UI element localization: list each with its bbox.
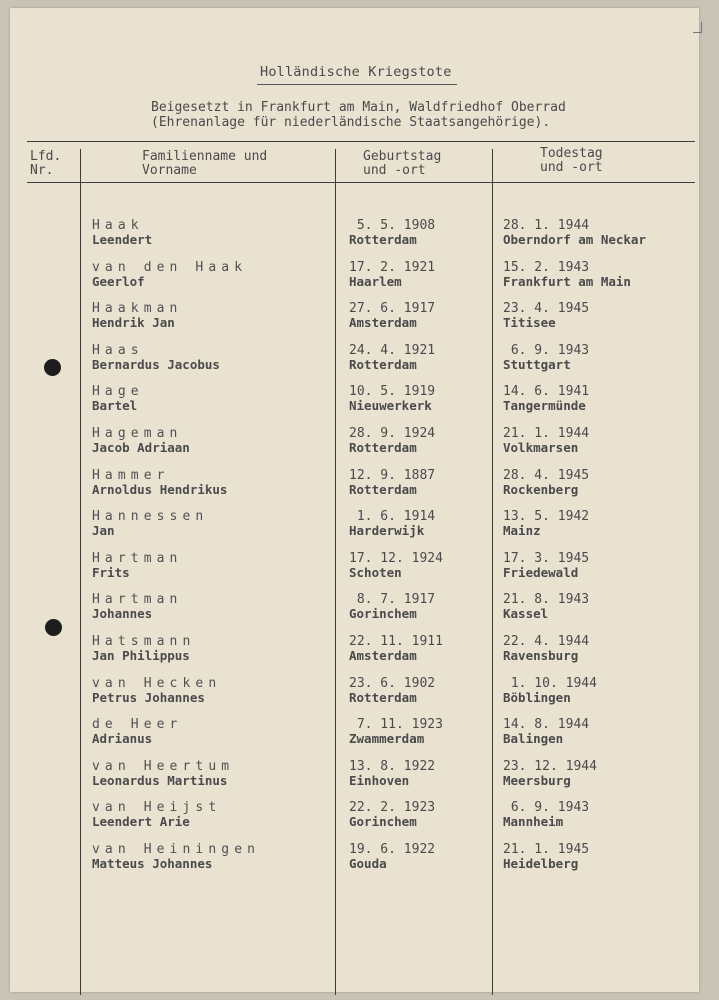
given-name: Hendrik Jan	[92, 315, 175, 331]
birth-date: 19. 6. 1922	[349, 842, 436, 857]
table-row	[10, 842, 699, 884]
surname: van den Haak	[92, 259, 248, 275]
punch-hole-upper	[44, 359, 61, 376]
surname: Hammer	[92, 467, 170, 483]
table-row	[10, 301, 699, 343]
death-date: 6. 9. 1943	[503, 800, 590, 816]
death-date: 28. 4. 1945	[503, 467, 590, 483]
document-page	[10, 8, 699, 992]
surname: Haakman	[92, 301, 183, 317]
birth-place: Rotterdam	[349, 440, 417, 455]
given-name: Frits	[92, 564, 130, 580]
birth-date: 22. 2. 1923	[349, 800, 436, 816]
surname: Haak	[92, 218, 144, 233]
birth-place: Rotterdam	[349, 481, 417, 497]
death-place: Volkmarsen	[503, 440, 579, 455]
subtitle-line-2: (Ehrenanlage für niederländische Staatsangehörige).	[151, 115, 551, 130]
birth-date: 22. 11. 1911	[349, 634, 443, 649]
birth-date: 27. 6. 1917	[349, 301, 436, 317]
death-date: 23. 12. 1944	[503, 758, 597, 774]
death-place: Heidelberg	[503, 856, 579, 871]
table-row	[10, 384, 699, 426]
column-header-name	[142, 150, 267, 178]
birth-date: 24. 4. 1921	[349, 342, 436, 358]
death-place: Friedewald	[503, 564, 579, 580]
birth-place: Harderwijk	[349, 523, 425, 539]
birth-place: Einhoven	[349, 772, 410, 788]
surname: Haas	[92, 342, 144, 358]
surname: van Heiningen	[92, 842, 261, 857]
death-date: 6. 9. 1943	[503, 342, 590, 358]
birth-date: 7. 11. 1923	[349, 717, 443, 733]
surname: Hatsmann	[92, 634, 196, 649]
death-place: Ravensburg	[503, 648, 579, 663]
death-place: Stuttgart	[503, 356, 571, 372]
surname: Hage	[92, 384, 144, 400]
surname: Hannessen	[92, 509, 209, 525]
table-row	[10, 426, 699, 468]
birth-place: Gorinchem	[349, 814, 417, 830]
column-header-birth	[363, 150, 441, 178]
death-place: Titisee	[503, 315, 556, 331]
death-place: Mainz	[503, 523, 541, 539]
birth-date: 12. 9. 1887	[349, 467, 436, 483]
death-place: Balingen	[503, 731, 564, 747]
surname: van Heertum	[92, 758, 235, 774]
given-name: Leendert Arie	[92, 814, 190, 830]
death-place: Frankfurt am Main	[503, 273, 631, 289]
table-row	[10, 468, 699, 510]
death-date: 14. 8. 1944	[503, 717, 590, 733]
column-header-lfd-line2: Nr.	[30, 163, 54, 178]
table-row	[10, 759, 699, 801]
given-name: Jan	[92, 523, 115, 539]
birth-date: 10. 5. 1919	[349, 384, 436, 400]
death-date: 22. 4. 1944	[503, 634, 590, 649]
death-place: Tangermünde	[503, 398, 586, 414]
birth-date: 23. 6. 1902	[349, 675, 436, 691]
birth-place: Zwammerdam	[349, 731, 425, 747]
surname: Hartman	[92, 592, 183, 608]
given-name: Adrianus	[92, 731, 153, 747]
surname: Hageman	[92, 426, 183, 441]
page-title: Holländische Kriegstote	[260, 64, 452, 80]
birth-place: Rotterdam	[349, 689, 417, 705]
table-row	[10, 634, 699, 676]
column-header-birth-line2: und -ort	[363, 163, 426, 178]
column-header-lfd-line1: Lfd.	[30, 149, 62, 164]
birth-date: 5. 5. 1908	[349, 218, 436, 233]
table-row	[10, 592, 699, 634]
surname: van Hecken	[92, 675, 222, 691]
birth-date: 17. 12. 1924	[349, 550, 443, 566]
table-row	[10, 800, 699, 842]
table-top-rule	[27, 141, 695, 142]
table-row	[10, 218, 699, 260]
given-name: Petrus Johannes	[92, 689, 205, 705]
death-date: 1. 10. 1944	[503, 675, 597, 691]
birth-place: Gouda	[349, 856, 387, 871]
table-row	[10, 676, 699, 718]
birth-place: Haarlem	[349, 273, 402, 289]
subtitle-line-1: Beigesetzt in Frankfurt am Main, Waldfriedhof Oberrad	[151, 100, 566, 115]
birth-date: 8. 7. 1917	[349, 592, 436, 608]
birth-date: 28. 9. 1924	[349, 426, 436, 441]
given-name: Johannes	[92, 606, 153, 622]
death-date: 28. 1. 1944	[503, 218, 590, 233]
death-date: 13. 5. 1942	[503, 509, 590, 525]
given-name: Bartel	[92, 398, 138, 414]
death-date: 23. 4. 1945	[503, 301, 590, 317]
birth-place: Rotterdam	[349, 232, 417, 247]
column-header-birth-line1: Geburtstag	[363, 149, 442, 164]
given-name: Leendert	[92, 232, 153, 247]
column-header-name-line1: Familienname und	[142, 149, 268, 164]
column-header-death-line2: und -ort	[540, 160, 603, 175]
column-header-lfd	[30, 150, 61, 178]
table-row	[10, 717, 699, 759]
death-date: 21. 1. 1944	[503, 426, 590, 441]
death-place: Böblingen	[503, 689, 571, 705]
birth-place: Gorinchem	[349, 606, 417, 622]
birth-place: Rotterdam	[349, 356, 417, 372]
birth-date: 13. 8. 1922	[349, 758, 436, 774]
birth-place: Amsterdam	[349, 315, 417, 331]
birth-place: Schoten	[349, 564, 402, 580]
table-row	[10, 343, 699, 385]
table-row	[10, 509, 699, 551]
birth-place: Amsterdam	[349, 648, 417, 663]
surname: van Heijst	[92, 800, 222, 816]
column-header-death-line1: Todestag	[540, 146, 603, 161]
given-name: Jan Philippus	[92, 648, 190, 663]
page-corner-mark	[693, 22, 702, 33]
given-name: Leonardus Martinus	[92, 772, 228, 788]
death-date: 14. 6. 1941	[503, 384, 590, 400]
death-place: Meersburg	[503, 772, 571, 788]
death-place: Rockenberg	[503, 481, 579, 497]
given-name: Arnoldus Hendrikus	[92, 481, 228, 497]
birth-date: 1. 6. 1914	[349, 509, 436, 525]
death-date: 21. 8. 1943	[503, 592, 590, 608]
death-place: Kassel	[503, 606, 549, 622]
death-date: 21. 1. 1945	[503, 842, 590, 857]
given-name: Bernardus Jacobus	[92, 356, 220, 372]
page-subtitle	[151, 100, 566, 130]
surname: Hartman	[92, 550, 183, 566]
title-underline	[257, 84, 457, 85]
table-row	[10, 260, 699, 302]
given-name: Jacob Adriaan	[92, 440, 190, 455]
column-header-name-line2: Vorname	[142, 163, 197, 178]
surname: de Heer	[92, 717, 183, 733]
death-place: Oberndorf am Neckar	[503, 232, 646, 247]
given-name: Geerlof	[92, 273, 145, 289]
death-place: Mannheim	[503, 814, 564, 830]
birth-date: 17. 2. 1921	[349, 259, 436, 275]
death-date: 17. 3. 1945	[503, 550, 590, 566]
death-date: 15. 2. 1943	[503, 259, 590, 275]
punch-hole-lower	[45, 619, 62, 636]
table-header-rule	[27, 182, 695, 183]
given-name: Matteus Johannes	[92, 856, 213, 871]
table-row	[10, 551, 699, 593]
birth-place: Nieuwerkerk	[349, 398, 432, 414]
column-header-death	[540, 147, 603, 175]
